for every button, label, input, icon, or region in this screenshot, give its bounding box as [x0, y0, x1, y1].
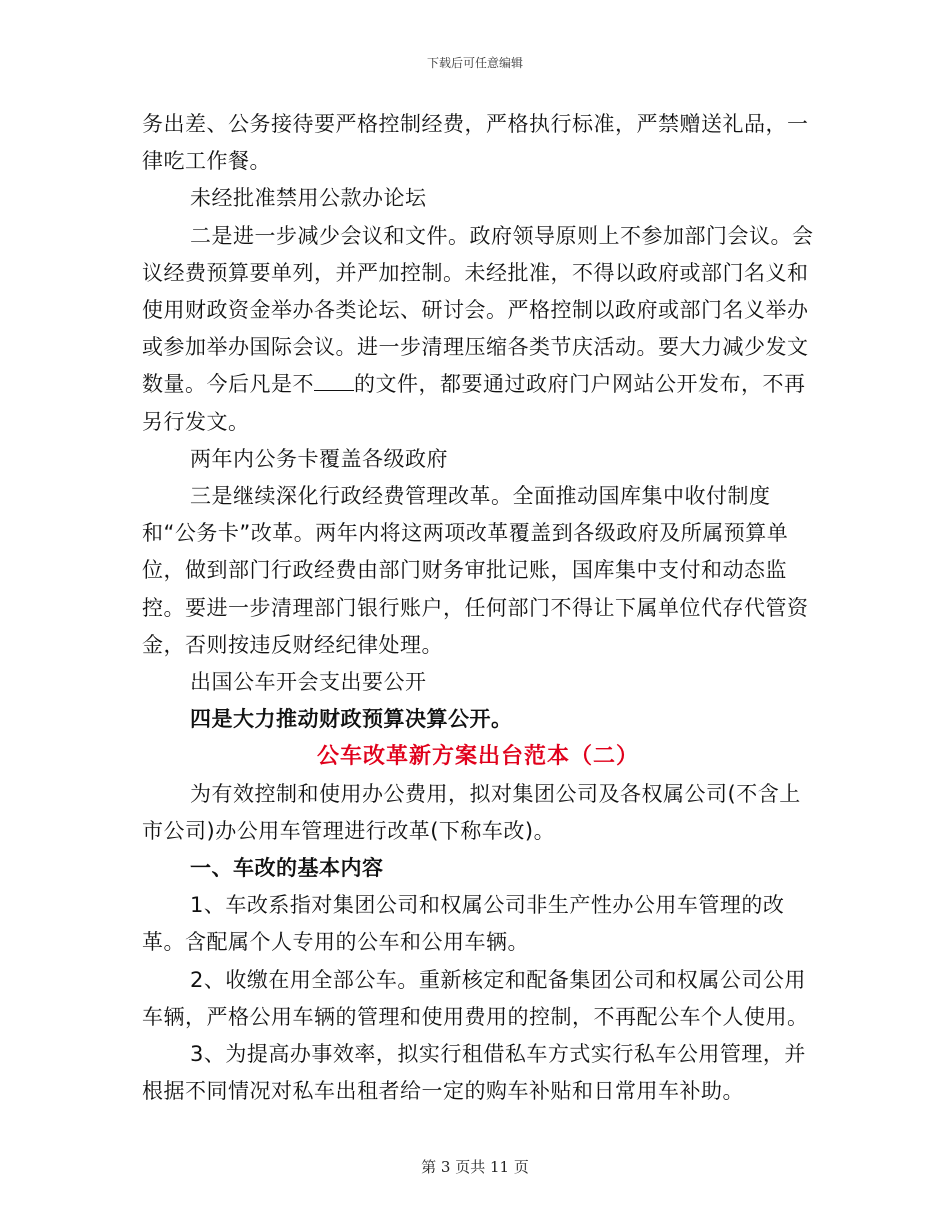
paragraph-meetings-part1: 二是进一步减少会议和文件。政府领导原则上不参加部门会议。会议经费预算要单列，并严加控制。未经批准，不得以政府或部门名义和使用财政资金举办各类论坛、研讨会。严格控制以政府或部门名义举办或参加举办国际会议。进一步清理压缩各类节庆活动。要大力减少发文数量。今后凡是不 [142, 223, 814, 397]
subheading-disclosure: 出国公车开会支出要公开 [190, 670, 427, 695]
paragraph-budget-disclosure: 四是大力推动财政预算决算公开。 [190, 707, 513, 732]
paragraph-item-2: 2、收缴在用全部公车。重新核定和配备集团公司和权属公司公用车辆，严格公用车辆的管理和使用费用的控制，不再配公车个人使用。 [142, 967, 809, 1029]
paragraph-continuation: 务出差、公务接待要严格控制经费，严格执行标准，严禁赠送礼品，一律吃工作餐。 [142, 112, 809, 174]
section-title: 公车改革新方案出台范本（二） [316, 744, 639, 770]
paragraph-item-3: 3、为提高办事效率，拟实行租借私车方式实行私车公用管理，并根据不同情况对私车出租者给一定的购车补贴和日常用车补助。 [142, 1042, 806, 1104]
page-footer: 第 3 页共 11 页 [421, 1158, 529, 1176]
paragraph-reform: 三是继续深化行政经费管理改革。全面推动国库集中收付制度和“公务卡”改革。两年内将这两项改革覆盖到各级政府及所属预算单位，做到部门行政经费由部门财务审批记账，国库集中支付和动态监控。要进一步清理部门银行账户，任何部门不得让下属单位代存代管资金，否则按违反财经纪律处理。 [142, 484, 809, 657]
paragraph-meetings-part2: 的文件，都要通过政府门户网站公开发布，不再另行发文。 [142, 372, 806, 434]
paragraph-item-1: 1、车改系指对集团公司和权属公司非生产性办公用车管理的改革。含配属个人专用的公车和公用车辆。 [142, 893, 785, 955]
page-header: 下载后可任意编辑 [426, 56, 523, 70]
subheading-forum: 未经批准禁用公款办论坛 [190, 186, 427, 211]
heading-basic-content: 一、车改的基本内容 [190, 856, 384, 881]
document-body [142, 106, 814, 1110]
subheading-card: 两年内公务卡覆盖各级政府 [190, 446, 448, 471]
paragraph-intro: 为有效控制和使用办公费用，拟对集团公司及各权属公司(不含上市公司)办公用车管理进行改革(下称车改)。 [142, 781, 801, 843]
blank-underline [314, 372, 354, 391]
paragraph-meetings [142, 218, 814, 441]
